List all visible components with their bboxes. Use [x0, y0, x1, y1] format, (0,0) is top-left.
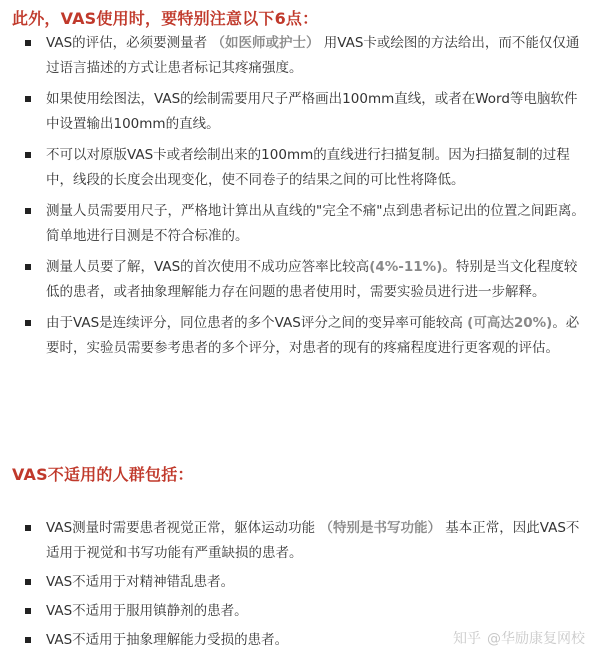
list-item [0, 311, 600, 361]
item-text: 基本正常，因此VAS不适用于视觉和书写功能有严重缺损的患者。 [46, 520, 580, 561]
item-text: 测量人员需要用尺子，严格地计算出从直线的"完全不痛"点到患者标记出的位置之间距离。简单地进行目测是不符合标准的。 [46, 203, 585, 244]
item-text: VAS不适用于对精神错乱患者。 [46, 574, 235, 590]
section-heading-unsuitable: VAS不适用的人群包括： [12, 465, 194, 484]
item-text: 如果使用绘图法，VAS的绘制需要用尺子严格画出100mm直线，或者在Word等电脑软件中设置输出100mm的直线。 [46, 91, 578, 132]
section-heading-precautions: 此外，VAS使用时，要特别注意以下6点： [12, 9, 319, 28]
item-text: 不可以对原版VAS卡或者绘制出来的100mm的直线进行扫描复制。因为扫描复制的过程中，线段的长度会出现变化，使不同卷子的结果之间的可比性将降低。 [46, 147, 570, 188]
list-item [0, 199, 600, 249]
watermark-site: 知乎 [453, 631, 481, 647]
item-text: VAS测量时需要患者视觉正常，躯体运动功能 [46, 520, 320, 536]
item-highlight: (4%-11%) [369, 259, 443, 275]
list-item [0, 143, 600, 193]
item-highlight: (可高达20%) [467, 315, 553, 331]
item-text: VAS不适用于服用镇静剂的患者。 [46, 603, 248, 619]
list-item [0, 570, 600, 595]
list-item [0, 516, 600, 566]
item-text: VAS不适用于抽象理解能力受损的患者。 [46, 632, 289, 648]
item-highlight: （特别是书写功能） [319, 520, 441, 536]
item-text: 用VAS卡或绘图的方法给出，而不能仅仅通过语言描述的方式让患者标记其疼痛强度。 [46, 35, 580, 76]
list-item [0, 87, 600, 137]
item-text: 测量人员要了解，VAS的首次使用不成功应答率比较高 [46, 259, 370, 275]
precautions-list [0, 31, 600, 367]
watermark-author: @华励康复网校 [487, 631, 585, 647]
item-text: VAS的评估，必须要测量者 [46, 35, 212, 51]
list-item [0, 255, 600, 305]
list-item [0, 599, 600, 624]
watermark [453, 628, 588, 648]
item-text: 。特别是当文化程度较低的患者，或者抽象理解能力存在问题的患者使用时，需要实验员进行进一步解释。 [46, 259, 578, 300]
item-text: 。必要时，实验员需要参考患者的多个评分，对患者的现有的疼痛程度进行更客观的评估。 [46, 315, 580, 356]
item-text: 由于VAS是连续评分，同位患者的多个VAS评分之间的变异率可能较高 [46, 315, 468, 331]
list-item [0, 31, 600, 81]
item-highlight: （如医师或护士） [211, 35, 320, 51]
